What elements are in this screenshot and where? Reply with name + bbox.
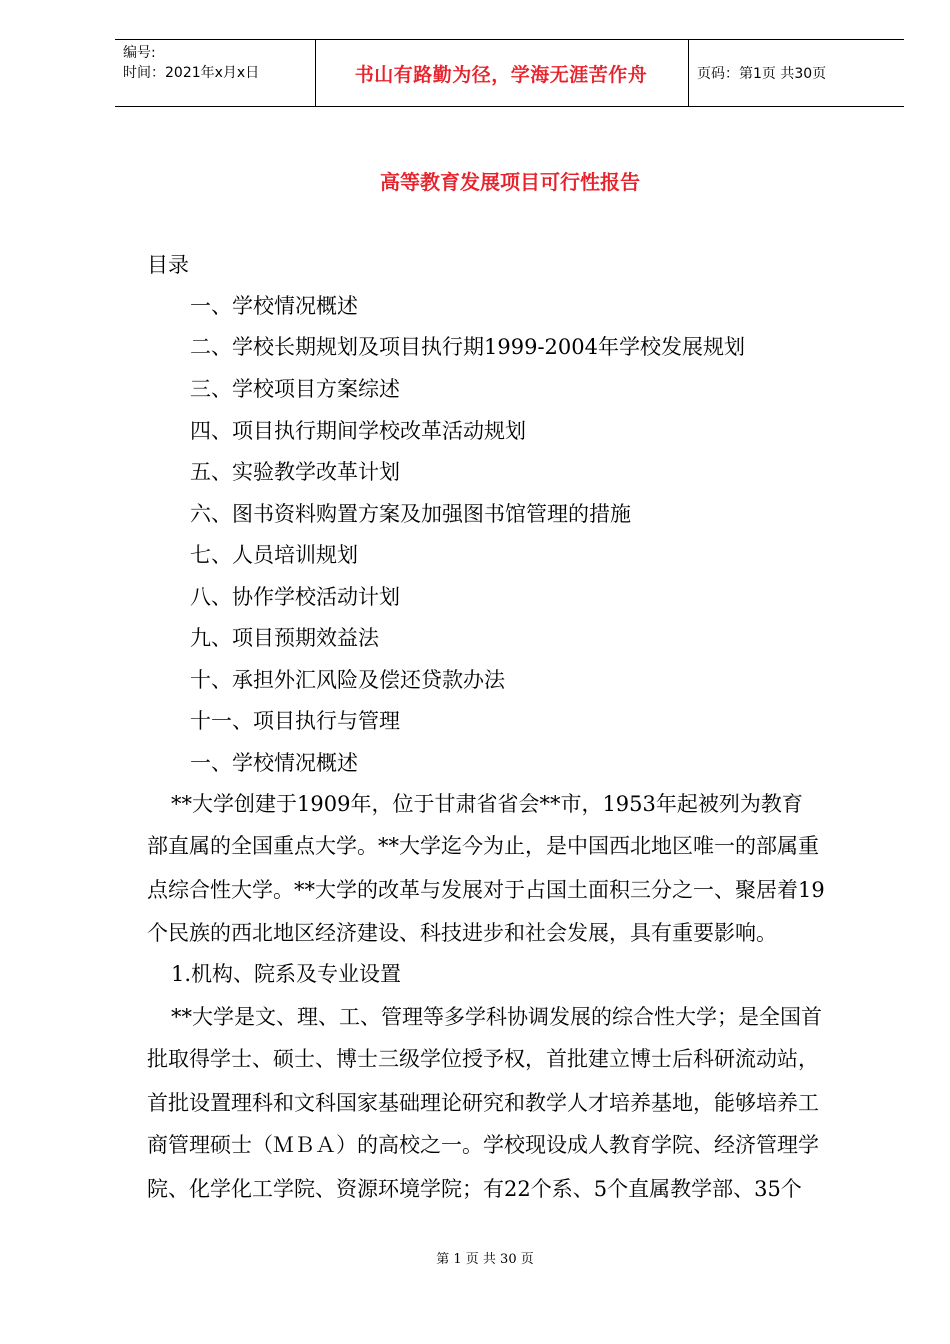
paragraph-line: 部直属的全国重点大学。**大学迄今为止，是中国西北地区唯一的部属重 xyxy=(147,834,819,858)
page-info: 页码：第1页 共30页 xyxy=(697,66,827,82)
header-page-cell xyxy=(689,40,904,106)
time-label: 时间：2021年x月x日 xyxy=(123,65,260,81)
paragraph-line: 点综合性大学。**大学的改革与发展对于占国土面积三分之一、聚居着19 xyxy=(147,878,825,902)
toc-item: 三、学校项目方案综述 xyxy=(190,377,400,401)
motto: 书山有路勤为径，学海无涯苦作舟 xyxy=(354,63,648,86)
toc-item: 七、人员培训规划 xyxy=(190,543,358,567)
number-label: 编号: xyxy=(123,45,156,61)
toc-item: 六、图书资料购置方案及加强图书馆管理的措施 xyxy=(190,502,631,526)
toc-item: 十一、项目执行与管理 xyxy=(190,709,400,733)
paragraph-line: 首批设置理科和文科国家基础理论研究和教学人才培养基地，能够培养工 xyxy=(147,1091,819,1115)
header-meta-cell xyxy=(115,40,316,106)
toc-item: 一、学校情况概述 xyxy=(190,294,358,318)
toc-item: 四、项目执行期间学校改革活动规划 xyxy=(190,419,526,443)
paragraph-line: 院、化学化工学院、资源环境学院；有22个系、5个直属教学部、35个 xyxy=(147,1177,802,1201)
paragraph-line: 个民族的西北地区经济建设、科技进步和社会发展，具有重要影响。 xyxy=(147,921,777,945)
page-footer: 第 1 页 共 30 页 xyxy=(436,1252,534,1267)
document-title: 高等教育发展项目可行性报告 xyxy=(380,170,640,194)
paragraph-line: **大学是文、理、工、管理等多学科协调发展的综合性大学；是全国首 xyxy=(171,1005,822,1029)
toc-item: 八、协作学校活动计划 xyxy=(190,585,400,609)
sub-heading: 1.机构、院系及专业设置 xyxy=(171,962,402,986)
toc-item: 二、学校长期规划及项目执行期1999-2004年学校发展规划 xyxy=(190,335,745,359)
paragraph-line: **大学创建于1909年，位于甘肃省省会**市，1953年起被列为教育 xyxy=(171,792,803,816)
paragraph-line: 批取得学士、硕士、博士三级学位授予权，首批建立博士后科研流动站， xyxy=(147,1047,819,1071)
toc-item: 十、承担外汇风险及偿还贷款办法 xyxy=(190,668,505,692)
header-motto-cell xyxy=(316,40,689,106)
toc-heading: 目录 xyxy=(147,253,189,277)
section-heading: 一、学校情况概述 xyxy=(190,751,358,775)
paragraph-line: 商管理硕士（ＭＢＡ）的高校之一。学校现设成人教育学院、经济管理学 xyxy=(147,1133,819,1157)
header-table xyxy=(115,39,904,107)
toc-item: 九、项目预期效益法 xyxy=(190,626,379,650)
toc-item: 五、实验教学改革计划 xyxy=(190,460,400,484)
